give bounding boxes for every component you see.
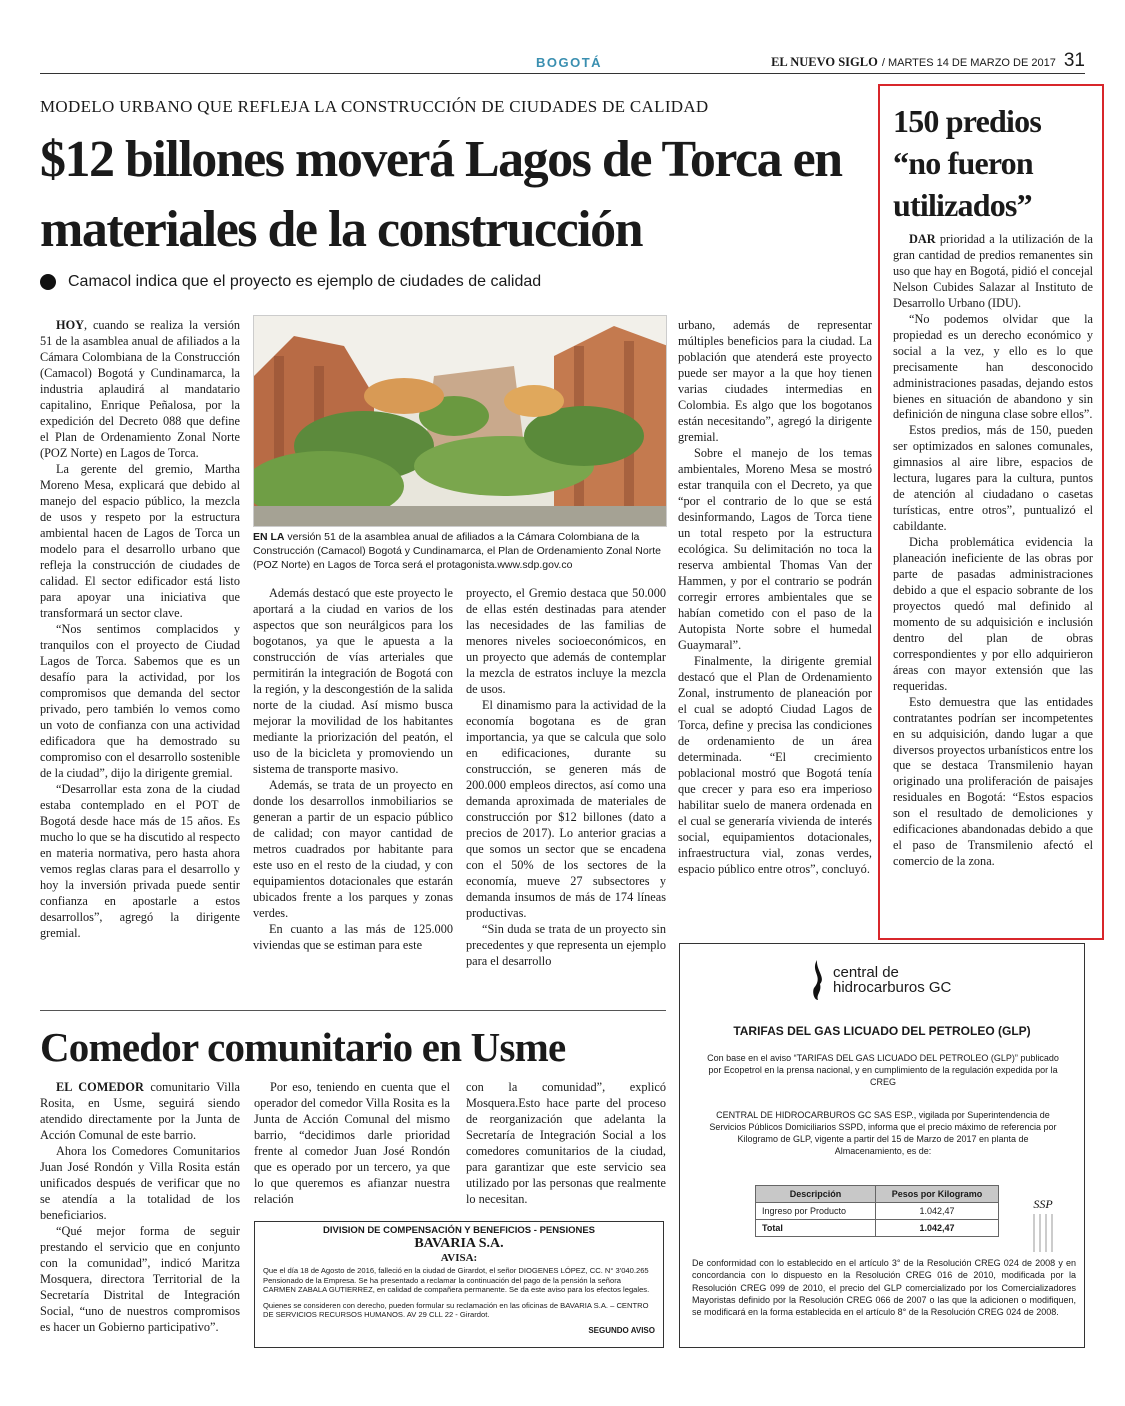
logo-line-2: hidrocarburos GC	[833, 979, 952, 996]
sidebar-lead-word: DAR	[909, 232, 936, 246]
article-column-2: Además destacó que este proyecto le aportará a la ciudad en varios de los aspectos que son neurálgicos para los bogotanos, ya que le apuesta a la construcción de vías arteriales que permitirán la integración de Bogotá con la región, y la descongestión de la salida norte de la ciudad. Así mismo busca mejorar la movilidad de los habitantes mediante la priorización del peatón, el uso de la bicicleta y promoviendo un sistema de transporte masivo. Además, se trata de un proyecto en donde los desarrollos inmobiliarios se generan a partir de un espacio público de calidad; con mayor cantidad de metros cuadrados por habitante para este uso en el resto de la ciudad, y con equipamientos dotacionales que estarán ubicados frente a los parques y zonas verdes. En cuanto a las más de 125.000 viviendas que se estiman para este	[253, 586, 453, 952]
bullet-icon	[40, 274, 56, 290]
article-headline: $12 billones moverá Lagos de Torca en materiales de la construcción	[40, 131, 842, 258]
ad-title: TARIFAS DEL GAS LICUADO DEL PETROLEO (GLP)	[733, 1024, 1031, 1038]
header-rule	[40, 73, 1085, 74]
article-column-3: proyecto, el Gremio destaca que 50.000 de ellas estén destinadas para atender las necesidades de las familias de menores niveles socioeconómicos, en un proyecto que además de contemplar la mezcla de estratos incluye la mezcla de usos. El dinamismo para la actividad de la economía bogotana es de gran importancia, ya que se calcula que solo en edificaciones, durante su construcción, se generen más de 200.000 empleos directos, así como una demanda aproximada de materiales de construcción por $12 billones (dato a precios de 2017). Lo anterior gracias a que somos un sector que se encadena con el 50% de los sectores de la economía, mueve 27 subsectores y demanda insumos de más de 174 líneas productivas. “Sin duda se trata de un proyecto sin precedentes y que representa un ejemplo para el desarrollo	[466, 586, 666, 968]
notice-company: BAVARIA S.A.	[414, 1236, 504, 1251]
article-photo	[253, 315, 667, 527]
photo-caption: EN LA versión 51 de la asamblea anual de afiliados a la Cámara Colombiana de la Construcción (Camacol) Bogotá y Cundinamarca, el Plan de Ordenamiento Zonal Norte (POZ Norte) en Lagos de Torca será el protagonista.www.sdp.gov.co	[253, 531, 661, 571]
svg-text:SSP: SSP	[1033, 1197, 1053, 1211]
section-divider	[40, 1010, 666, 1011]
ad-body: CENTRAL DE HIDROCARBUROS GC SAS ESP., vigilada por Superintendencia de Servicios Públicos Domiciliarios SSPD, informa que el precio máximo de referencia por Kilogramo de GLP, vigente a partir del 15 de Marzo de 2017 en planta de Almacenamiento, es de:	[709, 1110, 1057, 1156]
article2-headline: Comedor comunitario en Usme	[40, 1024, 566, 1070]
lead-word: HOY	[56, 318, 85, 332]
glp-advertisement	[679, 943, 1085, 1348]
article2-column-3: con la comunidad”, explicó Mosquera.Esto hace parte del proceso de reorganización que adelanta la Secretaría de Integración Social a los comedores comunitarios de la ciudad, para garantizar que este servicio sea utilizado por las personas que realmente lo necesitan.	[466, 1080, 666, 1206]
section-tag: BOGOTÁ	[536, 55, 603, 70]
ad-footer: De conformidad con lo establecido en el artículo 3° de la Resolución CREG 024 de 2008 y en concordancia con lo dispuesto en la Resolución CREG 016 de 2010, modificada por la Resolución CREG 099 de 2010, el precio del GLP comercializado por los Comercializadores Mayoristas definido por la Resolución CREG 066 de 2007 o las que la adicionen o modifiquen, se modificará en la forma establecida en el artículo 8° de la Resolución CREG 024 de 2008.	[692, 1258, 1076, 1318]
company-logo	[806, 958, 951, 1002]
notice-avisa: AVISA:	[440, 1252, 478, 1264]
article-column-1: HOY, cuando se realiza la versión 51 de la asamblea anual de afiliados a la Cámara Colombiana de la Construcción (Camacol) Bogotá y Cundinamarca, la industria aplaudirá al mandatario capitalino, Enrique Peñalosa, por la expedición del Decreto 088 que define el Plan de Ordenamiento Zonal Norte (POZ Norte) en Lagos de Torca. La gerente del gremio, Martha Moreno Mesa, explicará que debido al manejo del espacio público, la mezcla de usos y respeto por la estructura ambiental hacen de Lagos de Torca un modelo para el desarrollo urbano que refleja la construcción de ciudades de calidad. El sector edificador está listo para apoyar una iniciativa que transformará un sector clave. “Nos sentimos complacidos y tranquilos con el proyecto de Ciudad Lagos de Torca. Sabemos que es un desafío para la actividad, por los compromisos que demanda del sector privado, pero también lo vemos como un voto de confianza con una actividad edificadora que ha demostrado su compromiso con el desarrollo sostenible de la ciudad”, dijo la dirigente gremial. “Desarrollar esta zona de la ciudad estaba contemplado en el POT de Bogotá desde hace más de 15 años. Es mucho lo que se ha discutido al respecto en materia normativa, pero hasta ahora vemos reglas claras para el desarrollo y hoy la inversión privada puede sentir confianza en apostarle a estos desarrollos”, agregó la dirigente gremial.	[40, 318, 240, 940]
urban-rendering-illustration	[254, 316, 667, 527]
logo-line-1: central de	[833, 964, 899, 981]
table-row-total: Total 1.042,47	[756, 1220, 999, 1237]
article2-column-1: EL COMEDOR comunitario Villa Rosita, en Usme, seguirá siendo atendido directamente por la Junta de Acción Comunal de este barrio. Ahora los Comedores Comunitarios Juan José Rondón y Villa Rosita están unificados después de verificar que no se atendía a la totalidad de los beneficiarios. “Qué mejor forma de seguir prestando el servicio que en conjunto con la comunidad”, indicó Maritza Mosquera, directora Territorial de la Secretaría Distrital de Integración Social, “uno de nuestros compromisos es hacer un Gobierno participativo”.	[40, 1080, 240, 1334]
notice-signature: SEGUNDO AVISO	[588, 1325, 655, 1335]
price-table	[755, 1185, 999, 1237]
notice-body-2: Quienes se consideren con derecho, pueden formular su reclamación en las oficinas de BAVARIA S.A. – CENTRO DE SERVICIOS RECURSOS HUMANOS. AV 29 CLL 22 - Girardot.	[263, 1300, 649, 1319]
publication-info	[771, 50, 1085, 72]
lead-text: Camacol indica que el proyecto es ejemplo de ciudades de calidad	[68, 273, 542, 290]
article-column-4: urbano, además de representar múltiples beneficios para la ciudad. La población que atenderá este proyecto puede ser mayor a la que hoy tienen varias ciudades intermedias en Colombia. Es algo que los bogotanos están necesitando”, agregó la dirigente gremial. Sobre el manejo de los temas ambientales, Moreno Mesa se mostró estar tranquila con el Decreto, ya que “por el contrario de lo que se está desinformando, Lagos de Torca tiene un total respeto por la estructura ecológica. Su delimitación no toca la reserva ambiental Thomas Van der Hammen, y por el contrario se podrán corregir errores ambientales que se habían cometido con el paso de la Autopista Norte sobre el humedal Guaymaral”. Finalmente, la dirigente gremial destacó que el Plan de Ordenamiento Zonal, instrumento de planeación por el cual se adoptó Ciudad Lagos de Torca, define y precisa las condiciones de ordenamiento de un área determinada. “El crecimiento poblacional mostró que Bogotá tenía que crecer y para eso era imperioso habilitar suelo de manera ordenada en el cual se generaría vivienda de interés social, equipamientos dotacionales, infraestructura vial, zonas verdes, espacio público entre otros”, concluyó.	[678, 318, 872, 876]
sidebar-headline: 150 predios “no fueron utilizados”	[893, 103, 1041, 223]
paper-name: EL NUEVO SIGLO	[771, 55, 878, 69]
notice-division: DIVISION DE COMPENSACIÓN Y BENEFICIOS - PENSIONES	[322, 1225, 596, 1236]
sidebar-body: DAR prioridad a la utilización de la gran cantidad de predios remanentes sin uso que hay en Bogotá, pidió el concejal Nelson Cubides Salazar al Instituto de Desarrollo Urbano (IDU). “No podemos olvidar que la propiedad es un derecho económico y social a la vez, y ello es lo que precisamente han desconocido administraciones pasadas, dejando estos bienes en situación de abandono y sin definición de ninguna clase sobre ellos”. Estos predios, más de 150, pueden ser optimizados en salones comunales, gimnasios al aire libre, espacios de lectura, lugares para la cultura, puntos de atención al ciudadano o casetas turísticas, entre otros”, puntualizó el cabildante. Dicha problemática evidencia la planeación ineficiente de las obras por parte de pasadas administraciones debido a que el espacio sobrante de los proyectos quedó mal definido al momento de su adquisición e inclusión dentro del plan de obras correspondientes y por ello adquirieron áreas con mayor extensión que las requeridas. Esto demuestra que las entidades contratantes podrían ser incompetentes en su adquisición, dando lugar a que diversos proyectos urbanísticos entre los que se destaca Transmilenio hayan originado una proliferación de paisajes residuales en Bogotá: “Estos espacios son el resultado de demoliciones y edificaciones abandonadas debido a que el paso de Transmilenio afectó el comercio de la zona.	[893, 232, 1093, 869]
article-lead	[40, 273, 541, 291]
flame-icon	[806, 958, 828, 1002]
table-header: Descripción	[756, 1186, 876, 1203]
article-kicker: MODELO URBANO QUE REFLEJA LA CONSTRUCCIÓN DE CIUDADES DE CALIDAD	[40, 97, 709, 116]
legal-notice	[254, 1221, 664, 1348]
notice-body: Que el día 18 de Agosto de 2016, falleció en la ciudad de Girardot, el señor DIOGENES LÓPEZ, CC. N° 3'040.265 Pensionado de la Empresa. Se ha presentado a reclamar la continuación del pago de la pensión la señora CARMEN ZABALA GUTIERREZ, en calidad de compañera permanente. Se da este aviso para los efectos legales.	[263, 1266, 650, 1294]
page-number: 31	[1063, 50, 1085, 71]
ad-intro: Con base en el aviso “TARIFAS DEL GAS LICUADO DEL PETROLEO (GLP)” publicado por Ecopetrol en la prensa nacional, y en cumplimiento de la regulación expedida por la CREG	[707, 1053, 1059, 1087]
regulator-seal-icon	[1028, 1194, 1058, 1254]
table-header: Pesos por Kilogramo	[875, 1186, 998, 1203]
article2-lead-word: EL COMEDOR	[56, 1080, 144, 1094]
issue-date: / MARTES 14 DE MARZO DE 2017	[881, 57, 1056, 69]
table-row: Ingreso por Producto 1.042,47	[756, 1203, 999, 1220]
article2-column-2: Por eso, teniendo en cuenta que el operador del comedor Villa Rosita es la Junta de Acción Comunal del mismo barrio, “decidimos darle prioridad frente al comedor Juan José Rondón que es operado por un tercero, ya que lo que queremos es afianzar nuestra relación	[254, 1080, 450, 1206]
